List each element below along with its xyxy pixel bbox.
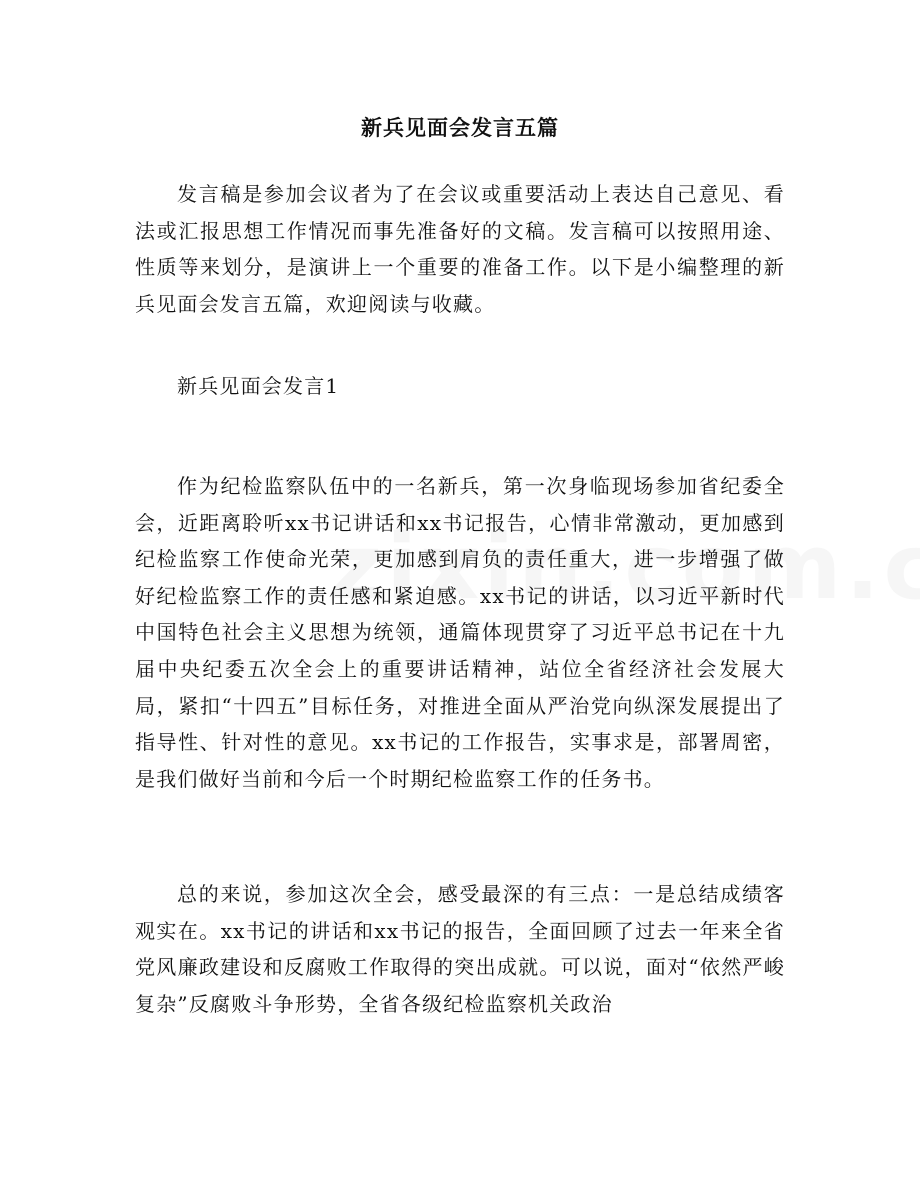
intro-paragraph: 发言稿是参加会议者为了在会议或重要活动上表达自己意见、看法或汇报思想工作情况而事先准备好的文稿。发言稿可以按照用途、性质等来划分，是演讲上一个重要的准备工作。以下是小编整理的新兵见面会发言五篇，欢迎阅读与收藏。: [135, 182, 785, 316]
body-paragraph-1: 作为纪检监察队伍中的一名新兵，第一次身临现场参加省纪委全会，近距离聆听xx书记讲话和xx书记报告，心情非常激动，更加感到纪检监察工作使命光荣，更加感到肩负的责任重大，进一步增强了做好纪检监察工作的责任感和紧迫感。xx书记的讲话，以习近平新时代中国特色社会主义思想为统领，通篇体现贯穿了习近平总书记在十九届中央纪委五次全会上的重要讲话精神，站位全省经济社会发展大局，紧扣“十四五”目标任务，对推进全面从严治党向纵深发展提出了指导性、针对性的意见。xx书记的工作报告，实事求是，部署周密，是我们做好当前和今后一个时期纪检监察工作的任务书。: [135, 474, 785, 791]
body-paragraph-2: 总的来说，参加这次全会，感受最深的有三点：一是总结成绩客观实在。xx书记的讲话和xx书记的报告，全面回顾了过去一年来全省党风廉政建设和反腐败工作取得的突出成就。可以说，面对“依然严峻复杂”反腐败斗争形势，全省各级纪检监察机关政治: [135, 882, 785, 1016]
document-title: 新兵见面会发言五篇: [361, 116, 559, 140]
section-heading-1: 新兵见面会发言1: [177, 374, 340, 398]
